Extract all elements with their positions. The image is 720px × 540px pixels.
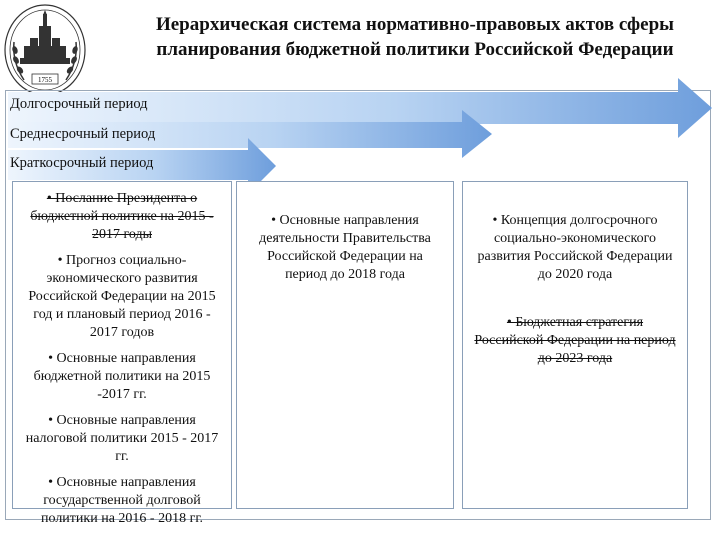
list-item: • Основные направления деятельности Правительства Российской Федерации на период до 2018 года [259,213,431,282]
list-item: • Прогноз социально-экономического развития Российской Федерации на 2015 год и плановый период 2016 - 2017 годов [28,253,216,340]
list-item: • Основные направления государственной долговой политики на 2016 - 2018 гг. [41,475,203,526]
title-line-2: планирования бюджетной политики Российской Федерации [156,39,674,60]
medium-term-documents-box [236,181,454,509]
list-item: • Основные направления налоговой политики 2015 - 2017 гг. [25,413,219,464]
list-item: • Концепция долгосрочного социально-экономического развития Российской Федерации до 2020 года [477,213,673,282]
list-item: • Основные направления бюджетной политики на 2015 -2017 гг. [33,351,211,402]
list-item: • Послание Президента о бюджетной политике на 2015 - 2017 годы [30,191,214,242]
logo-year-text: 1755 [38,76,52,84]
short-term-documents-box [12,181,232,526]
short-term-period-label: Краткосрочный период [10,155,154,171]
title-line-1: Иерархическая система нормативно-правовых актов сферы [155,14,675,35]
medium-term-period-label: Среднесрочный период [10,126,156,142]
long-term-period-label: Долгосрочный период [10,96,148,112]
long-term-documents-box [462,181,688,509]
list-item: • Бюджетная стратегия Российской Федерации на период до 2023 года [474,315,676,366]
